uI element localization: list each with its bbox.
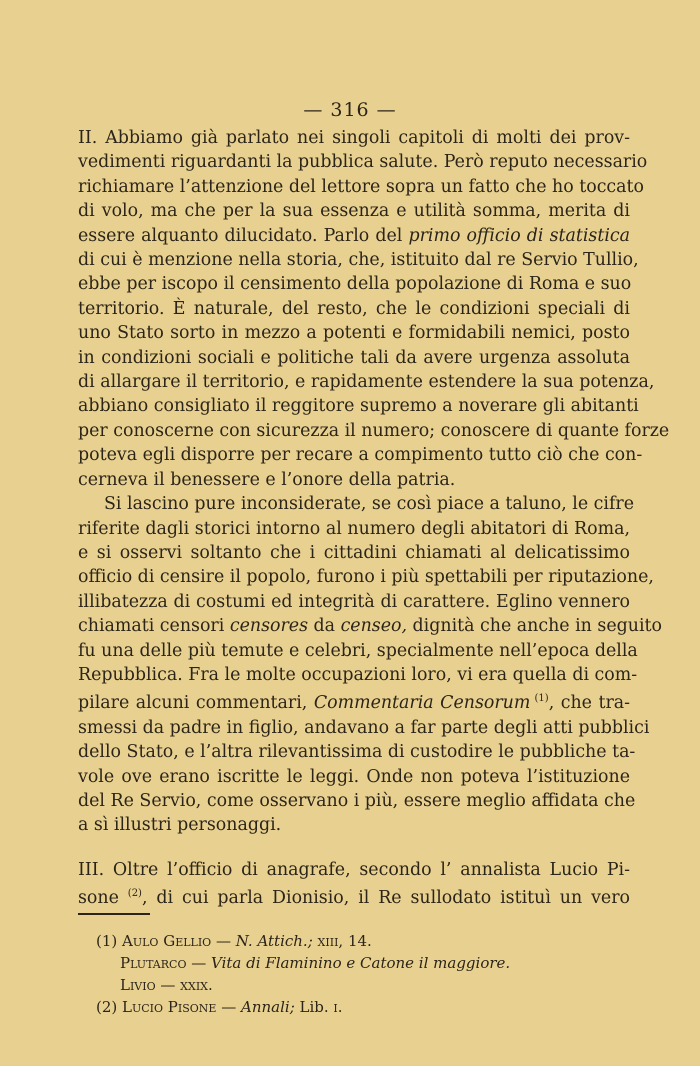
text-run: vedimenti riguardanti la pubblica salute. Però reputo necessario — [78, 152, 648, 173]
text-run: cerneva il benessere e l’onore della patria. — [78, 469, 456, 490]
text-run: II. Abbiamo già parlato nei singoli capitoli di molti dei prov- — [78, 128, 630, 148]
footnote-line — [96, 952, 616, 974]
text-run: uno Stato sorto in mezzo a potenti e formidabili nemici, posto — [78, 323, 630, 344]
italic-text: Vita di Flaminino e Catone il maggiore. — [211, 954, 511, 972]
body-text — [78, 126, 670, 911]
text-run: , di cui parla Dionisio, il Re sullodato istituì un vero — [141, 888, 630, 909]
text-run: richiamare l’attenzione del lettore sopra un fatto che ho toccato — [78, 176, 644, 197]
text-line — [78, 541, 630, 565]
italic-text: censores — [229, 616, 308, 637]
text-line — [78, 492, 634, 516]
small-caps-text: Lucio Pisone — [122, 998, 217, 1016]
text-run: da — [308, 616, 341, 637]
text-line — [78, 468, 630, 492]
text-line — [78, 740, 636, 764]
text-run: ebbe per iscopo il censimento della popolazione di Roma e suo — [78, 274, 632, 295]
text-line — [78, 765, 630, 789]
italic-text: primo officio di statistica — [408, 225, 630, 246]
text-run: e si osservi soltanto che i cittadini chiamati al delicatissimo — [78, 542, 630, 563]
footnote-line — [96, 996, 616, 1018]
italic-text: censeo, — [340, 616, 408, 637]
text-run: (2) — [96, 998, 123, 1016]
text-run: smessi da padre in figlio, andavano a far parte degli atti pubblici — [78, 717, 650, 738]
text-line — [78, 321, 630, 345]
text-run: abbiano consigliato il reggitore supremo a noverare gli abitanti — [78, 396, 639, 417]
text-run: , che tra- — [548, 693, 631, 714]
italic-text: N. Attich.; — [235, 932, 313, 950]
text-run: poteva egli disporre per recare a compimento tutto ciò che con- — [78, 445, 643, 466]
text-line — [78, 150, 648, 174]
text-line — [78, 224, 630, 248]
text-run: dello Stato, e l’altra rilevantissima di custodire le pubbliche ta- — [78, 742, 636, 763]
text-run: pilare alcuni commentari, — [78, 693, 314, 714]
text-line — [78, 639, 638, 663]
text-line — [78, 419, 670, 443]
text-line — [78, 858, 630, 882]
text-run: . — [337, 998, 343, 1016]
small-caps-text: Livio — [120, 976, 156, 994]
text-run: chiamati censori — [78, 616, 230, 637]
text-run: territorio. È naturale, del resto, che le condizioni speciali di — [78, 298, 630, 319]
text-run: (1) — [96, 932, 123, 950]
text-run: III. Oltre l’officio di anagrafe, secondo l’ annalista Lucio Pi- — [78, 859, 630, 880]
text-run: Si lascino pure inconsiderate, se così piace a taluno, le cifre — [104, 494, 634, 515]
text-run: officio di censire il popolo, furono i più spettabili per riputazione, — [78, 567, 654, 588]
text-line — [78, 272, 630, 296]
text-run: riferite dagli storici intorno al numero degli abitatori di Roma, — [78, 518, 630, 539]
text-line — [78, 394, 639, 418]
footnote-line — [96, 930, 616, 952]
text-run: del Re Servio, come osservano i più, essere meglio affidata che — [78, 790, 636, 811]
text-line — [78, 346, 630, 370]
text-run: Lib. — [294, 998, 334, 1016]
text-run: per conoscerne con sicurezza il numero; conoscere di quante forze — [78, 420, 670, 441]
footnote-divider — [78, 913, 150, 915]
text-run: . — [208, 976, 213, 994]
text-line — [78, 443, 643, 467]
text-run: in condizioni sociali e politiche tali da avere urgenza assoluta — [78, 347, 630, 368]
text-line — [78, 517, 630, 541]
text-run: di volo, ma che per la sua essenza e utilità somma, merita di — [78, 201, 630, 222]
text-line — [78, 687, 630, 715]
footnotes — [96, 930, 616, 1018]
text-line — [78, 199, 630, 223]
text-run: — — [211, 932, 236, 950]
text-run: Repubblica. Fra le molte occupazioni loro, vi era quella di com- — [78, 664, 638, 685]
text-run: fu una delle più temute e celebri, specialmente nell’epoca della — [78, 640, 638, 661]
text-line — [78, 370, 655, 394]
footnote-reference: (1) — [530, 693, 549, 705]
text-run: a sì illustri personaggi. — [78, 815, 282, 836]
text-line — [78, 614, 662, 638]
text-run: essere alquanto dilucidato. Parlo del — [78, 225, 409, 246]
text-line — [78, 126, 630, 150]
text-line — [78, 663, 638, 687]
text-line — [78, 297, 630, 321]
text-run: dignità che anche in seguito — [407, 616, 662, 637]
text-run: illibatezza di costumi ed integrità di carattere. Eglino vennero — [78, 591, 630, 612]
text-run: — — [186, 954, 212, 972]
text-run: di cui è menzione nella storia, che, istituito dal re Servio Tullio, — [78, 250, 639, 271]
footnote-reference: (2) — [127, 888, 142, 900]
paragraph-censors — [78, 492, 662, 838]
text-run: — — [155, 976, 181, 994]
small-caps-text: xiii — [317, 932, 339, 950]
footnote-line — [96, 974, 616, 996]
text-run: — — [216, 998, 241, 1016]
text-line — [78, 789, 636, 813]
text-line — [78, 813, 630, 837]
text-run: di allargare il territorio, e rapidamente estendere la sua potenza, — [78, 372, 655, 393]
italic-text: Annali; — [241, 998, 295, 1016]
text-run: vole ove erano iscritte le leggi. Onde non poteva l’istituzione — [78, 766, 630, 787]
section-gap — [78, 838, 630, 858]
paragraph-section-iii — [78, 858, 630, 911]
text-line — [78, 882, 630, 910]
text-line — [78, 175, 644, 199]
text-run: , 14. — [338, 932, 372, 950]
paragraph-section-ii — [78, 126, 670, 492]
italic-text: Commentaria Censorum — [313, 693, 531, 714]
small-caps-text: i — [333, 998, 338, 1016]
small-caps-text: xxix — [180, 976, 209, 994]
text-run: sone — [78, 888, 128, 909]
text-line — [78, 248, 639, 272]
small-caps-text: Aulo Gellio — [122, 932, 212, 950]
text-line — [78, 716, 650, 740]
text-line — [78, 565, 654, 589]
text-line — [78, 590, 630, 614]
page-number: — 316 — — [303, 99, 397, 121]
small-caps-text: Plutarco — [120, 954, 187, 972]
